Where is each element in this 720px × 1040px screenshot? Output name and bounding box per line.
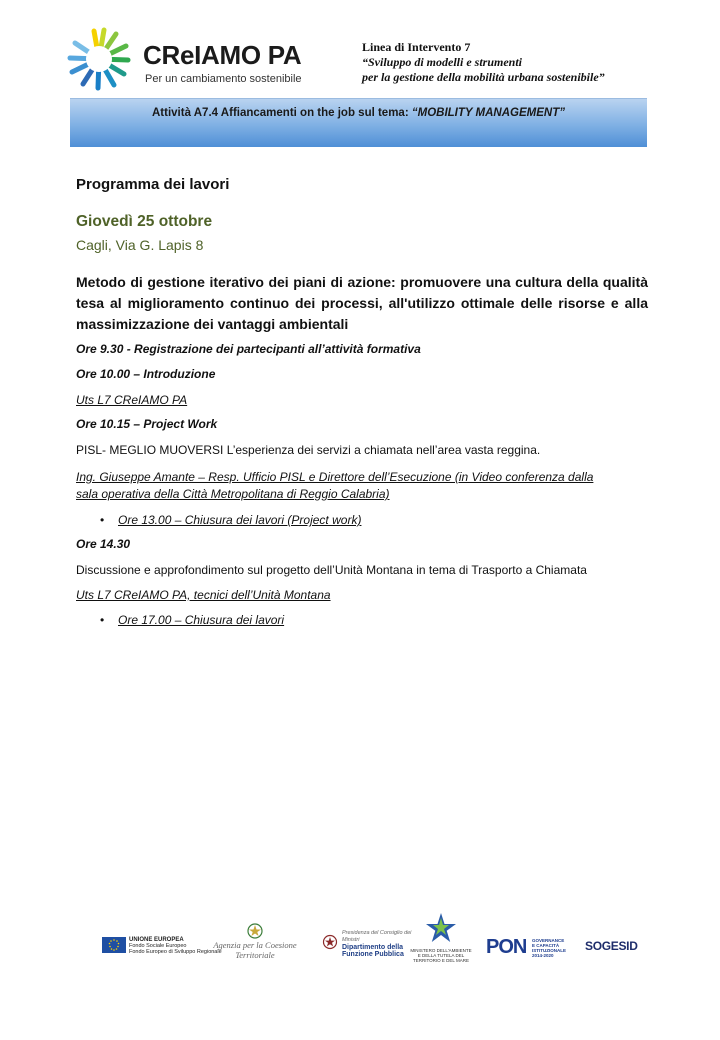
dfp-line-1: Dipartimento della <box>342 944 404 951</box>
dfp-line-2: Funzione Pubblica <box>342 951 404 958</box>
bullet-icon: • <box>100 513 105 527</box>
logo-subtitle: Per un cambiamento sostenibile <box>145 73 302 85</box>
program-title: Programma dei lavori <box>76 176 230 193</box>
emblem-icon <box>322 934 338 950</box>
schedule-registration: Ore 9.30 - Registrazione dei partecipanti all’attività formativa <box>76 342 421 356</box>
banner-prefix: Attività A7.4 Affiancamenti on the job sul tema: <box>152 107 412 119</box>
schedule-afternoon: Ore 14.30 <box>76 537 131 551</box>
dfp-small: Presidenza del Consiglio dei Ministri <box>342 930 412 943</box>
project-description: PISL- MEGLIO MUOVERSI L’esperienza dei servizi a chiamata nell’area vasta reggina. <box>76 443 541 457</box>
closing-morning-text: Ore 13.00 – Chiusura dei lavori (Project work) <box>118 513 362 527</box>
event-date: Giovedì 25 ottobre <box>76 213 213 230</box>
eu-line-3: Fondo Europeo di Sviluppo Regionale <box>129 949 222 955</box>
banner-emphasis: “MOBILITY MANAGEMENT” <box>411 107 565 119</box>
pon-line-3: ISTITUZIONALE <box>532 948 566 953</box>
creiamo-pa-logo-icon <box>66 26 132 92</box>
minamb-line-2: E DELLA TUTELA DEL TERRITORIO E DEL MARE <box>412 953 469 963</box>
session-intro: Metodo di gestione iterativo dei piani di azione: promuovere una cultura della qualità tesa al miglioramento continuo dei processi, all'utilizzo ottimale delle risorse e alla massimizzazione dei vantaggi ambientali <box>76 274 648 332</box>
pon-word: PON <box>486 936 527 958</box>
speaker-uts: Uts L7 CReIAMO PA <box>76 393 188 407</box>
schedule-introduction: Ore 10.00 – Introduzione <box>76 367 216 381</box>
pon-line-2: E CAPACITÀ <box>532 943 560 948</box>
speaker-uts-unita-montana: Uts L7 CReIAMO PA, tecnici dell’Unità Montana <box>76 588 331 602</box>
agenzia-coesione-logo <box>200 920 310 960</box>
eu-flag-icon <box>102 937 126 953</box>
banner-text <box>70 107 647 119</box>
pon-line-4: 2014-2020 <box>532 953 554 958</box>
pon-line-1: GOVERNANCE <box>532 938 565 943</box>
eu-line-1: UNIONE EUROPEA <box>129 937 184 943</box>
activity-banner <box>70 98 647 147</box>
event-place: Cagli, Via G. Lapis 8 <box>76 237 204 253</box>
bullet-icon: • <box>100 613 105 627</box>
eu-line-2: Fondo Sociale Europeo <box>129 943 187 949</box>
pon-text <box>532 938 566 958</box>
emblem-icon <box>245 920 265 940</box>
speaker-amante <box>76 469 648 503</box>
schedule-closing-final <box>100 613 284 627</box>
closing-final-text: Ore 17.00 – Chiusura dei lavori <box>118 613 285 627</box>
linea-line-1: Linea di Intervento 7 <box>362 40 471 54</box>
linea-intervento <box>362 40 605 85</box>
speaker-amante-line-2: sala operativa della Città Metropolitana di Reggio Calabria) <box>76 487 390 501</box>
discussion-description: Discussione e approfondimento sul progetto dell’Unità Montana in tema di Trasporto a Chiamata <box>76 563 587 577</box>
schedule-project-work: Ore 10.15 – Project Work <box>76 417 218 431</box>
minamb-line-1: MINISTERO DELL'AMBIENTE <box>410 948 472 953</box>
linea-line-3: per la gestione della mobilità urbana sostenibile” <box>362 70 605 84</box>
ministero-ambiente-text <box>408 948 474 963</box>
logo-title: CReIAMO PA <box>143 40 302 70</box>
ministero-ambiente-logo <box>408 912 474 962</box>
linea-line-2: “Sviluppo di modelli e strumenti <box>362 55 523 69</box>
schedule-closing-morning <box>100 513 361 527</box>
pon-governance-logo <box>486 936 580 958</box>
sogesid-logo: SOGESID <box>585 939 638 953</box>
agenzia-text: Agenzia per la Coesione Territoriale <box>213 940 297 960</box>
star-icon <box>425 912 457 946</box>
speaker-amante-line-1: Ing. Giuseppe Amante – Resp. Ufficio PISL e Direttore dell’Esecuzione (in Video conferenza dalla <box>76 470 594 484</box>
